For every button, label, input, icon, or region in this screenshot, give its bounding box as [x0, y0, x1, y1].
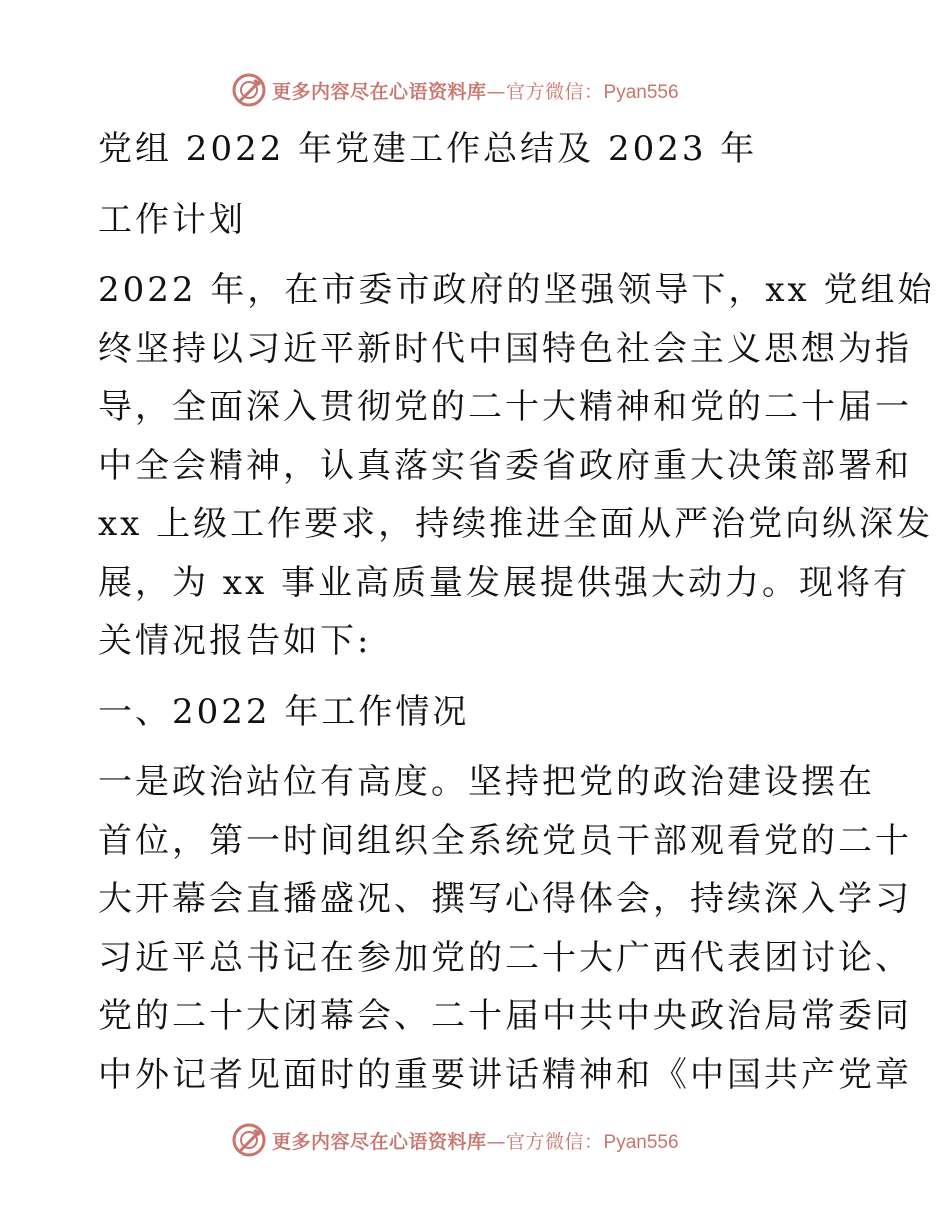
watermark-text — [272, 77, 679, 104]
paragraph-line: 党的二十大闭幕会、二十届中共中央政治局常委同 — [98, 996, 912, 1036]
watermark-text — [272, 1127, 679, 1154]
paragraph-line: 习近平总书记在参加党的二十大广西代表团讨论、 — [98, 937, 912, 978]
paragraph-line: 中全会精神，认真落实省委省政府重大决策部署和 — [98, 445, 912, 486]
section-heading: 一、2022 年工作情况 — [98, 691, 470, 732]
brand-logo-icon — [232, 73, 266, 107]
title-line-1: 党组 2022 年党建工作总结及 2023 年 — [98, 129, 758, 169]
paragraph-line: 大开幕会直播盛况、撰写心得体会，持续深入学习 — [98, 879, 912, 919]
document-body — [98, 120, 935, 1104]
watermark-separator: —官方微信： — [486, 80, 604, 103]
watermark-wechat-id: Pyan556 — [603, 81, 679, 103]
watermark-wechat-id: Pyan556 — [603, 1131, 679, 1153]
paragraph-line: 首位，第一时间组织全系统党员干部观看党的二十 — [98, 820, 912, 861]
watermark-main: 更多内容尽在心语资料库 — [272, 1130, 487, 1153]
brand-logo-icon — [232, 1123, 266, 1157]
watermark-main: 更多内容尽在心语资料库 — [272, 80, 487, 103]
watermark-footer — [232, 1120, 752, 1160]
title-line-2: 工作计划 — [98, 199, 246, 240]
paragraph-line: 导，全面深入贯彻党的二十大精神和党的二十届一 — [98, 387, 912, 427]
paragraph-line: 2022 年，在市委市政府的坚强领导下，xx 党组始 — [98, 270, 935, 310]
intro-paragraph — [98, 261, 935, 671]
paragraph-line: 一是政治站位有高度。坚持把党的政治建设摆在 — [98, 762, 875, 802]
paragraph-line: 展，为 xx 事业高质量发展提供强大动力。现将有 — [98, 562, 910, 603]
paragraph-line: 中外记者见面时的重要讲话精神和《中国共产党章 — [98, 1054, 912, 1095]
section-1-paragraph — [98, 753, 912, 1104]
watermark-separator: —官方微信： — [486, 1130, 604, 1153]
paragraph-line: xx 上级工作要求，持续推进全面从严治党向纵深发 — [98, 504, 934, 544]
paragraph-line: 终坚持以习近平新时代中国特色社会主义思想为指 — [98, 328, 912, 369]
watermark-header — [232, 70, 752, 110]
paragraph-line: 关情况报告如下: — [98, 621, 372, 661]
